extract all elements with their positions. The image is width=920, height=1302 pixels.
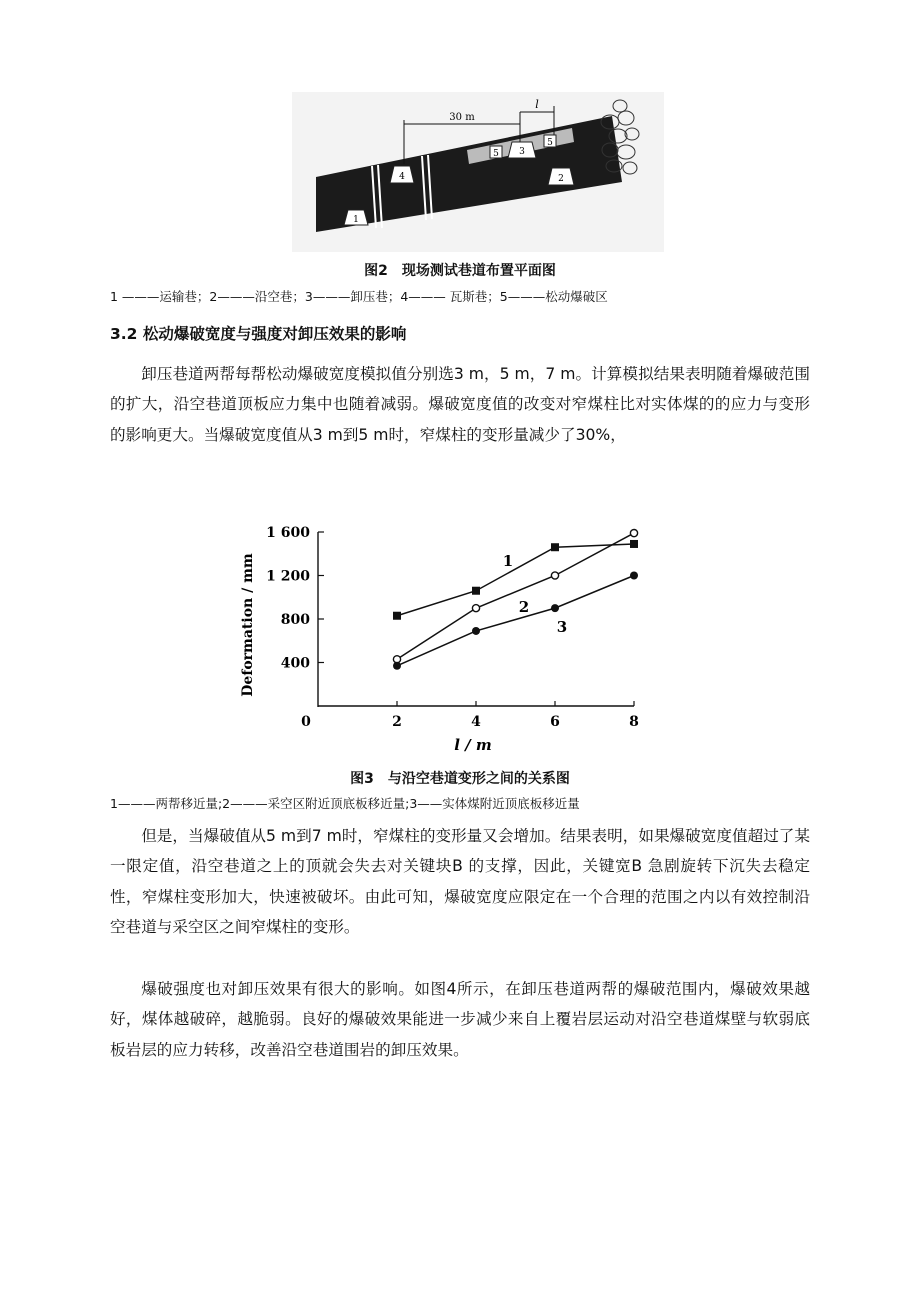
- series-1-point: [393, 612, 401, 620]
- series-3-line: [397, 576, 634, 666]
- series-2-point: [551, 572, 558, 579]
- series-3-point: [551, 604, 559, 612]
- y-axis-label: Deformation / mm: [240, 553, 256, 697]
- series-2-point: [630, 529, 637, 536]
- x-tick-label: 2: [392, 714, 402, 730]
- paragraph-1: 卸压巷道两帮每帮松动爆破宽度模拟值分别选3 m，5 m，7 m。计算模拟结果表明随着爆破范围的扩大，沿空巷道顶板应力集中也随着减弱。爆破宽度值的改变对窄煤柱比对实体煤的的应力与变形的影响更大。当爆破宽度值从3 m到5 m时，窄煤柱的变形量减少了30%，: [110, 365, 810, 444]
- series-1-point: [551, 543, 559, 551]
- origin-label: 0: [301, 714, 311, 730]
- roadway-1: [344, 210, 368, 225]
- series-1-point: [630, 540, 638, 548]
- roadway-4: [390, 166, 414, 183]
- y-tick-label: 1 600: [266, 525, 310, 541]
- figure3-legend: 1———两帮移近量;2———采空区附近顶底板移近量;3——实体煤附近顶底板移近量: [110, 796, 580, 811]
- figure2-diagram: [292, 92, 664, 252]
- series-2-label: 2: [518, 598, 530, 616]
- series-1-point: [472, 587, 480, 595]
- figure3-chart: [236, 520, 656, 760]
- section-heading: 3.2 松动爆破宽度与强度对卸压效果的影响: [110, 325, 407, 343]
- svg-text:5: 5: [547, 138, 553, 148]
- x-tick-label: 6: [550, 714, 560, 730]
- svg-text:2: 2: [558, 174, 564, 184]
- figure2-caption: 图2 现场测试巷道布置平面图: [364, 263, 556, 279]
- chart-series: [393, 529, 638, 669]
- x-axis-label: l / m: [454, 736, 492, 754]
- series-2-point: [393, 656, 400, 663]
- svg-text:4: 4: [399, 172, 405, 182]
- series-3-label: 3: [556, 618, 568, 636]
- roadway-2: [548, 168, 574, 185]
- series-2-point: [472, 605, 479, 612]
- chart-axes: [266, 525, 639, 730]
- blast-zone-5-right: [544, 135, 556, 148]
- roadway-3: [508, 142, 536, 158]
- svg-text:1: 1: [353, 215, 359, 225]
- label-l: l: [535, 98, 539, 111]
- x-tick-label: 4: [471, 714, 481, 730]
- x-tick-label: 8: [629, 714, 639, 730]
- series-1-line: [397, 544, 634, 616]
- y-tick-label: 1 200: [266, 568, 310, 585]
- figure2-legend: 1 ———运输巷；2———沿空巷；3———卸压巷；4——— 瓦斯巷；5———松动爆破区: [110, 289, 608, 304]
- series-3-point: [393, 662, 401, 670]
- series-2-line: [397, 533, 634, 659]
- svg-text:5: 5: [493, 149, 499, 159]
- series-3-point: [472, 627, 480, 635]
- series-1-label: 1: [502, 552, 514, 570]
- paragraph-3: 爆破强度也对卸压效果有很大的影响。如图4所示，在卸压巷道两帮的爆破范围内，爆破效果越好，煤体越破碎，越脆弱。良好的爆破效果能进一步减少来自上覆岩层运动对沿空巷道煤壁与软弱底板岩层的应力转移，改善沿空巷道围岩的卸压效果。: [110, 980, 810, 1059]
- label-30m: 30 m: [449, 112, 475, 123]
- y-tick-label: 800: [280, 612, 310, 628]
- blast-zone-5-left: [490, 146, 502, 159]
- svg-text:3: 3: [519, 147, 525, 157]
- series-3-point: [630, 572, 638, 580]
- figure3-caption: 图3 与沿空巷道变形之间的关系图: [350, 771, 570, 787]
- y-tick-label: 400: [280, 655, 310, 672]
- paragraph-2: 但是，当爆破值从5 m到7 m时，窄煤柱的变形量又会增加。结果表明，如果爆破宽度值超过了某一限定值，沿空巷道之上的顶就会失去对关键块B 的支撑，因此，关键宽B 急剧旋转下沉失去稳定性，窄煤柱变形加大，快速被破坏。由此可知，爆破宽度应限定在一个合理的范围之内以有效控制沿空巷道与采空区之间窄煤柱的变形。: [110, 827, 810, 937]
